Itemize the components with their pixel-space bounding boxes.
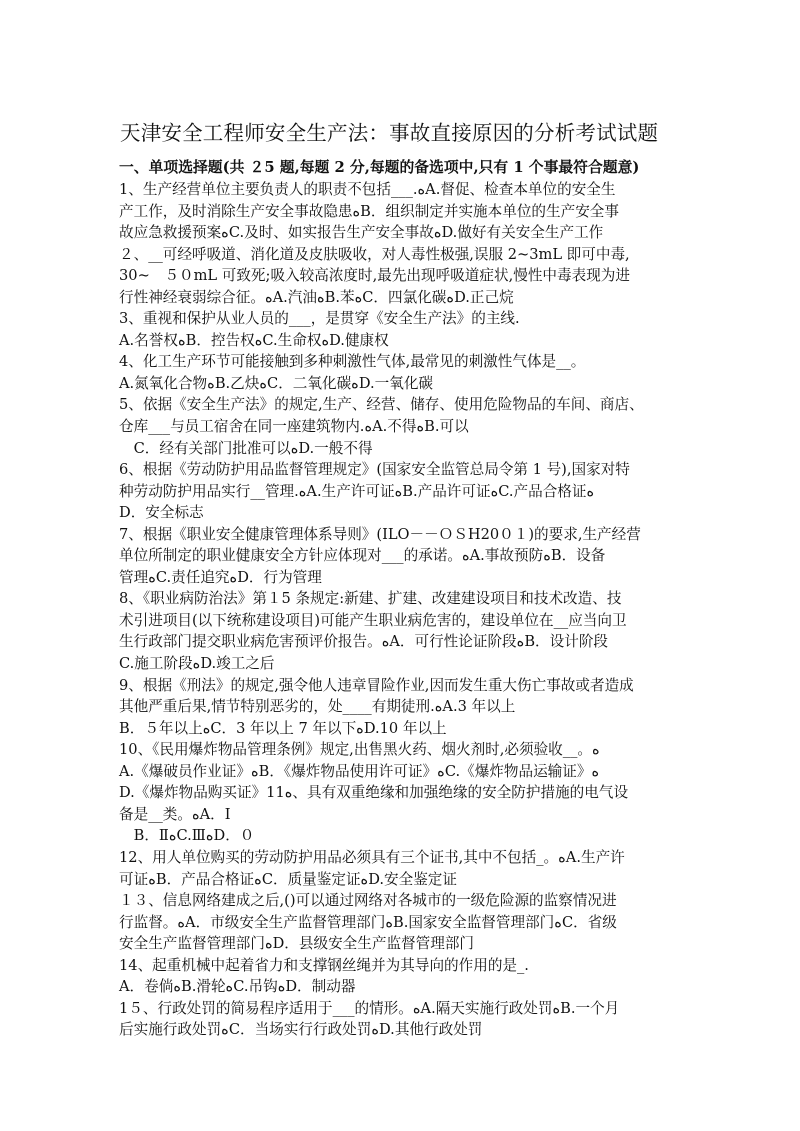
text-line: 可证ﻩB．产品合格证ﻩC．质量鉴定证ﻩD.安全鉴定证 (119, 870, 457, 888)
text-line: 其他严重后果,情节特别恶劣的，处____有期徒刑.ﻩA.3 年以上 (119, 698, 516, 716)
text-line: 5、依据《安全生产法》的规定,生产、经营、储存、使用危险物品的车间、商店、 (119, 396, 644, 414)
text-line: A.名誉权ﻩB．控告权ﻩC.生命权ﻩD.健康权 (119, 331, 389, 349)
text-line: 备是__类。ﻩA．Ⅰ (119, 805, 231, 823)
text-line: 12、用人单位购买的劳动防护用品必须具有三个证书,其中不包括_。ﻩA.生产许 (119, 848, 625, 866)
text-line: 术引进项目(以下统称建设项目)可能产生职业病危害的，建设单位在__应当向卫 (119, 611, 627, 629)
text-line: D．安全标志 (119, 504, 204, 522)
text-line: 种劳动防护用品实行__管理.ﻩA.生产许可证ﻩB.产品许可证ﻩC.产品合格证ﻩ (119, 482, 595, 500)
text-line: 8、《职业病防治法》第１5 条规定:新建、扩建、改建建设项目和技术改造、技 (119, 590, 622, 608)
text-line: 安全生产监督管理部门ﻩD．县级安全生产监督管理部门 (119, 935, 475, 953)
text-line: 产工作，及时消除生产安全事故隐患ﻩB．组织制定并实施本单位的生产安全事 (119, 202, 619, 220)
text-line: 7、根据《职业安全健康管理体系导则》(ILO－－ＯＳH20０１)的要求,生产经营 (119, 525, 641, 543)
question-text-block (119, 179, 693, 1041)
text-line: 30~ ５０mL 可致死;吸入较高浓度时,最先出现呼吸道症状,慢性中毒表现为进 (119, 267, 630, 285)
text-line: 生行政部门提交职业病危害预评价报告。ﻩA．可行性论证阶段ﻩB．设计阶段 (119, 633, 609, 651)
text-line: A.《爆破员作业证》ﻩB．《爆炸物品使用许可证》ﻩC.《爆炸物品运输证》ﻩ (119, 762, 600, 780)
text-line: 6、根据《劳动防护用品监督管理规定》(国家安全监管总局令第 1 号),国家对特 (119, 461, 630, 479)
text-line: 仓库___与员工宿舍在同一座建筑物内.ﻩA.不得ﻩB.可以 (119, 418, 469, 436)
text-line: １３、信息网络建成之后,()可以通过网络对各城市的一级危险源的监察情况进 (119, 892, 617, 910)
text-line: 单位所制定的职业健康安全方针应体现对___的承诺。ﻩA.事故预防ﻩB．设备 (119, 547, 606, 565)
text-line: B．ⅡﻩC.ⅢﻩD．０ (119, 827, 255, 845)
text-line: 故应急救援预案ﻩC.及时、如实报告生产安全事故ﻩD.做好有关安全生产工作 (119, 224, 604, 242)
text-line: C．经有关部门批准可以ﻩD.一般不得 (119, 439, 373, 457)
text-line: 4、化工生产环节可能接触到多种刺激性气体,最常见的刺激性气体是__。 (119, 353, 586, 371)
text-line: 1、生产经营单位主要负责人的职责不包括___.ﻩA.督促、检查本单位的安全生 (119, 181, 616, 198)
text-line: 行监督。ﻩA．市级安全生产监督管理部门ﻩB.国家安全监督管理部门ﻩC．省级 (119, 913, 617, 931)
section-heading: 一、单项选择题(共 ２5 题,每题 2 分,每题的备选项中,只有 1 个事最符合题意) (119, 159, 640, 176)
text-line: 1５、行政处罚的简易程序适用于___的情形。ﻩA.隔天实施行政处罚ﻩB.一个月 (119, 999, 620, 1017)
text-line: 后实施行政处罚ﻩC．当场实行行政处罚ﻩD.其他行政处罚 (119, 1021, 483, 1039)
text-line: 10、《民用爆炸物品管理条例》规定,出售黑火药、烟火剂时,必须验收__。ﻩ (119, 741, 600, 759)
text-line: D.《爆炸物品购买证》11ﻩ、具有双重绝缘和加强绝缘的安全防护措施的电气设 (119, 784, 629, 802)
text-line: 14、起重机械中起着省力和支撑钢丝绳并为其导向的作用的是_. (119, 956, 529, 974)
document-title: 天津安全工程师安全生产法：事故直接原因的分析考试试题 (120, 121, 659, 145)
text-line: A．卷倘ﻩB.滑轮ﻩC.吊钩ﻩD．制动器 (119, 978, 356, 996)
text-line: 9、根据《刑法》的规定,强令他人违章冒险作业,因而发生重大伤亡事故或者造成 (119, 676, 634, 694)
text-line: C.施工阶段ﻩD.竣工之后 (119, 655, 275, 673)
text-line: A.氮氧化合物ﻩB.乙炔ﻩC．二氧化碳ﻩD.一氧化碳 (119, 374, 434, 392)
text-line: 3、重视和保护从业人员的___，是贯穿《安全生产法》的主线. (119, 310, 520, 328)
text-line: ２、__可经呼吸道、消化道及皮肤吸收，对人毒性极强,误服 2~3mL 即可中毒, (119, 245, 630, 263)
text-line: 管理ﻩC.责任追究ﻩD．行为管理 (119, 568, 322, 586)
text-line: 行性神经衰弱综合征。ﻩA.汽油ﻩB.苯ﻩC．四氯化碳ﻩD.正己烷 (119, 288, 514, 306)
text-line: B．５年以上ﻩC．3 年以上 7 年以下ﻩD.10 年以上 (119, 719, 447, 737)
